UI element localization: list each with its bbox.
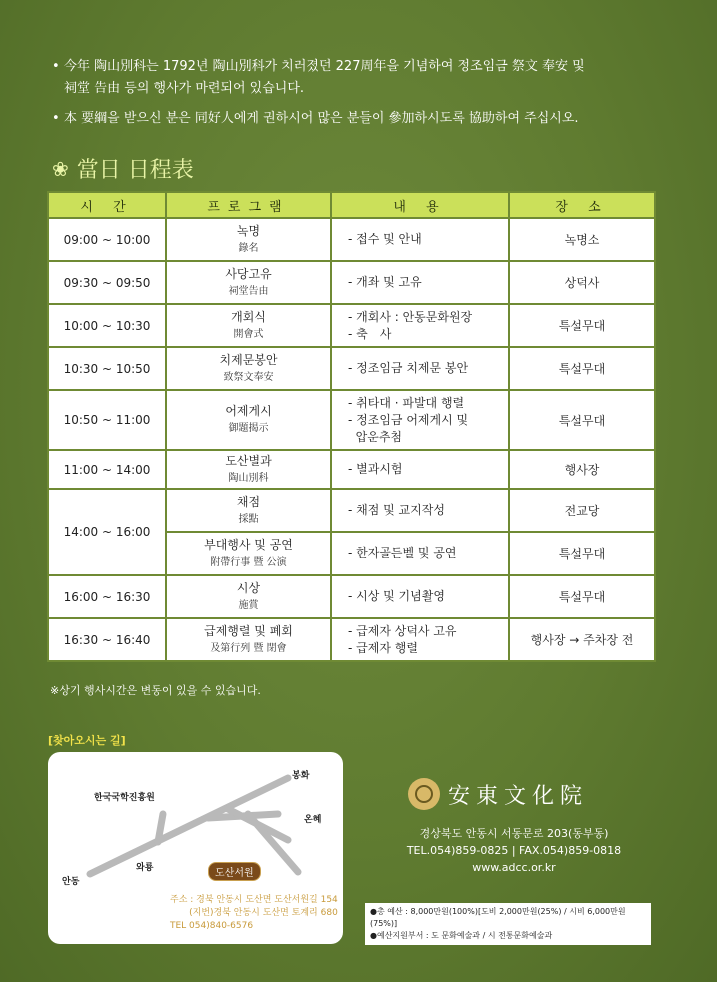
- content-line: - 급제자 행렬: [348, 640, 418, 655]
- content-cell: [331, 347, 509, 390]
- place-cell: 행사장 → 주차장 전: [509, 618, 655, 661]
- program-hanja: 致祭文奉安: [223, 371, 274, 383]
- content-line: - 급제자 상덕사 고유: [348, 623, 457, 638]
- place-cell: 특설무대: [509, 575, 655, 618]
- time-cell: 16:00 ~ 16:30: [48, 575, 166, 618]
- time-cell: 11:00 ~ 14:00: [48, 450, 166, 489]
- address-line: 주소 : 경북 안동시 도산면 도산서원길 154: [170, 895, 338, 905]
- time-cell: 14:00 ~ 16:00: [48, 489, 166, 575]
- content-line: - 개회사 : 안동문화원장: [348, 309, 473, 324]
- content-cell: [331, 532, 509, 575]
- schedule-heading: [52, 153, 194, 184]
- bullet: •: [52, 111, 60, 126]
- table-row: [48, 618, 655, 661]
- content-line: 압운추첨: [348, 429, 402, 444]
- place-cell: 행사장: [509, 450, 655, 489]
- map-label-andong: 안동: [62, 877, 80, 887]
- program-hanja: 錄名: [238, 242, 259, 254]
- program-hanja: 陶山別科: [228, 472, 269, 484]
- notice-text: 祠堂 告由 등의 행사가 마련되어 있습니다.: [64, 81, 305, 96]
- content-cell: [331, 618, 509, 661]
- map-address: [170, 894, 338, 933]
- program-cell: [166, 450, 331, 489]
- table-row: [48, 304, 655, 347]
- content-line: - 별과시험: [348, 462, 403, 476]
- content-line: - 개좌 및 고유: [348, 275, 422, 289]
- content-cell: [331, 261, 509, 304]
- program-cell: [166, 390, 331, 450]
- table-row: [48, 218, 655, 261]
- org-website[interactable]: www.adcc.or.kr: [472, 861, 556, 874]
- content-line: - 채점 및 교지작성: [348, 503, 445, 517]
- map-label-ongye: 온혜: [304, 815, 322, 825]
- column-header: 시 간: [48, 192, 166, 218]
- program-cell: [166, 304, 331, 347]
- content-line: - 시상 및 기념촬영: [348, 589, 445, 603]
- place-cell: 특설무대: [509, 347, 655, 390]
- notice-item: [52, 108, 672, 130]
- address-line: (지번)경북 안동시 도산면 토계리 680: [189, 908, 338, 918]
- program-name: 녹명: [236, 223, 261, 238]
- program-name: 어제게시: [225, 404, 272, 418]
- footnote: ※상기 행사시간은 변동이 있을 수 있습니다.: [50, 684, 261, 697]
- program-hanja: 及第行列 暨 閉會: [210, 642, 287, 654]
- column-header: 프로그램: [166, 192, 331, 218]
- time-cell: 16:30 ~ 16:40: [48, 618, 166, 661]
- program-name: 급제행렬 및 폐회: [204, 623, 293, 638]
- content-line: - 한자골든벨 및 공연: [348, 546, 457, 560]
- map-label-dosan: 도산서원: [208, 862, 261, 881]
- program-cell: [166, 261, 331, 304]
- table-header-row: [48, 192, 655, 218]
- place-cell: 전교당: [509, 489, 655, 532]
- program-cell: [166, 575, 331, 618]
- content-line: - 축 사: [348, 326, 392, 341]
- org-address: 경상북도 안동시 서동문로 203(동부동): [419, 827, 609, 840]
- program-hanja: 祠堂告由: [228, 285, 269, 297]
- program-cell: [166, 618, 331, 661]
- org-contact: [384, 825, 644, 876]
- flower-icon: ❀: [52, 156, 69, 181]
- time-cell: 10:00 ~ 10:30: [48, 304, 166, 347]
- table-row: [48, 450, 655, 489]
- program-cell: [166, 532, 331, 575]
- place-cell: 상덕사: [509, 261, 655, 304]
- directions-map: [48, 752, 343, 944]
- content-cell: [331, 575, 509, 618]
- seal-icon: [408, 778, 440, 810]
- place-cell: 녹명소: [509, 218, 655, 261]
- content-line: - 정조임금 치제문 봉안: [348, 361, 469, 375]
- table-row: [48, 390, 655, 450]
- program-hanja: 附帶行事 暨 公演: [210, 556, 287, 568]
- phone-line: TEL 054)840-6576: [170, 921, 254, 931]
- table-row: [48, 489, 655, 532]
- program-hanja: 採點: [238, 513, 259, 525]
- content-cell: [331, 450, 509, 489]
- bullet: •: [52, 59, 60, 74]
- time-cell: 10:50 ~ 11:00: [48, 390, 166, 450]
- column-header: 내 용: [331, 192, 509, 218]
- notice-text: 本 要綱을 받으신 분은 同好人에게 권하시어 많은 분들이 參加하시도록 協助하여 주십시오.: [64, 111, 579, 126]
- notice-item: [52, 56, 672, 78]
- directions-title: [찾아오시는 길]: [48, 734, 126, 747]
- content-line: - 접수 및 안내: [348, 232, 422, 246]
- time-cell: 09:00 ~ 10:00: [48, 218, 166, 261]
- program-hanja: 御題揭示: [228, 423, 269, 434]
- time-cell: 09:30 ~ 09:50: [48, 261, 166, 304]
- program-name: 도산별과: [225, 453, 272, 468]
- program-cell: [166, 218, 331, 261]
- org-name: 安東文化院: [448, 783, 589, 809]
- program-hanja: 施賞: [238, 599, 259, 611]
- content-cell: [331, 218, 509, 261]
- org-logo: [408, 778, 588, 810]
- program-name: 치제문봉안: [219, 352, 278, 367]
- budget-total: ●총 예산 : 8,000만원(100%)[도비 2,000만원(25%) / 시비 6,000만원(75%)]: [370, 907, 626, 928]
- program-cell: [166, 489, 331, 532]
- map-label-institute: 한국국학진흥원: [94, 793, 155, 803]
- column-header: 장 소: [509, 192, 655, 218]
- schedule-title: 當日 日程表: [76, 158, 194, 183]
- place-cell: 특설무대: [509, 532, 655, 575]
- table-row: [48, 575, 655, 618]
- budget-dept: ●예산지원부서 : 도 문화예술과 / 시 전통문화예술과: [370, 931, 553, 940]
- table-row: [48, 347, 655, 390]
- time-cell: 10:30 ~ 10:50: [48, 347, 166, 390]
- program-name: 부대행사 및 공연: [204, 537, 293, 552]
- schedule-table: [47, 191, 656, 662]
- program-name: 시상: [236, 580, 261, 595]
- content-cell: [331, 489, 509, 532]
- budget-box: [365, 903, 651, 945]
- content-line: - 취타대 · 파발대 행렬: [348, 395, 465, 410]
- content-line: - 정조임금 어제게시 및: [348, 412, 469, 427]
- place-cell: 특설무대: [509, 390, 655, 450]
- program-name: 사당고유: [225, 266, 272, 281]
- place-cell: 특설무대: [509, 304, 655, 347]
- program-name: 개회식: [231, 309, 266, 324]
- notice-text: 今年 陶山別科는 1792년 陶山別科가 치러졌던 227周年을 기념하여 정조임금 祭文 奉安 및: [64, 59, 585, 74]
- map-label-bonghwa: 봉화: [292, 771, 310, 781]
- program-name: 채점: [236, 494, 261, 509]
- program-hanja: 開會式: [233, 328, 264, 340]
- program-cell: [166, 347, 331, 390]
- map-label-waryong: 와룡: [136, 863, 154, 873]
- table-row: [48, 261, 655, 304]
- content-cell: [331, 390, 509, 450]
- notice-section: [52, 56, 672, 130]
- org-phone: TEL.054)859-0825 | FAX.054)859-0818: [406, 844, 622, 857]
- content-cell: [331, 304, 509, 347]
